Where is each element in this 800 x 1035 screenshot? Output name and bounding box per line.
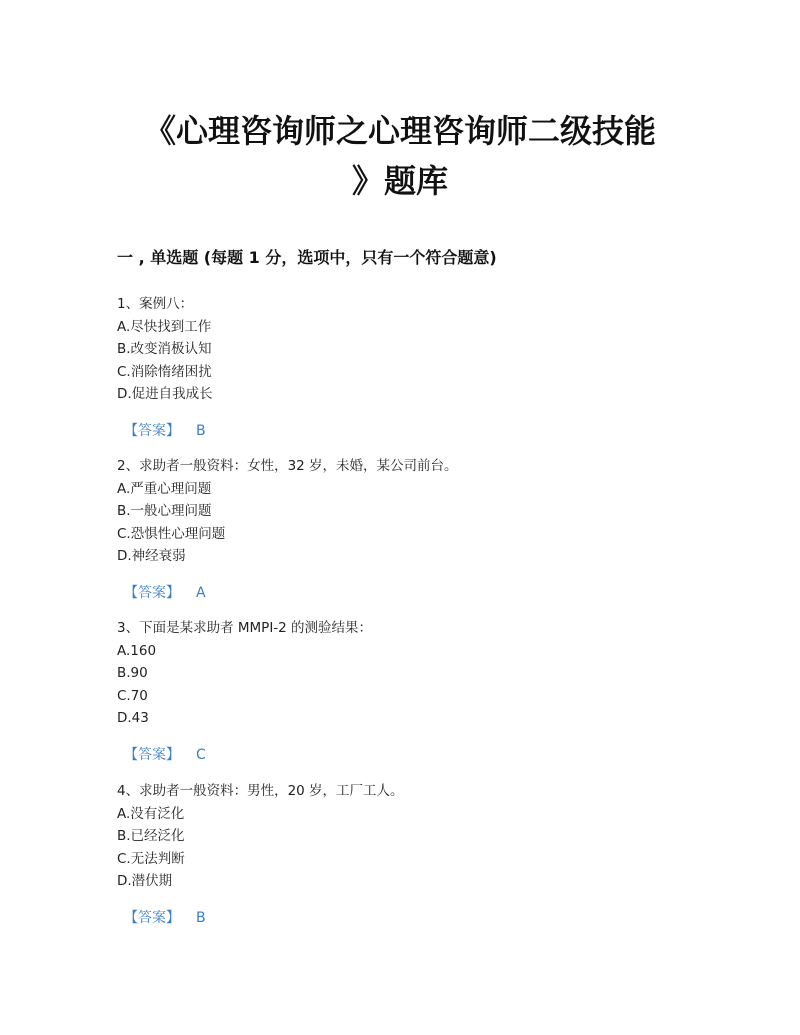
- option-b: B.改变消极认知: [117, 341, 212, 357]
- document-title: [100, 106, 700, 206]
- option-c: C.消除惰绪困扰: [117, 363, 212, 380]
- answer-line: [117, 744, 717, 766]
- option-d: D.潜伏期: [117, 873, 173, 889]
- option-c: C.无法判断: [117, 850, 185, 867]
- question-1: [117, 293, 717, 442]
- answer-line: [117, 907, 717, 929]
- option-b: B.已经泛化: [117, 828, 185, 844]
- option-a: A.严重心理问题: [117, 480, 212, 497]
- option-d: D.神经衰弱: [117, 548, 186, 564]
- answer-value: A: [196, 584, 206, 601]
- answer-line: [117, 582, 717, 604]
- question-text: 2、求助者一般资料：女性，32 岁，未婚，某公司前台。: [117, 458, 458, 474]
- option-a: A.160: [117, 642, 157, 659]
- answer-label: 【答案】: [124, 746, 180, 763]
- option-d: D.43: [117, 710, 149, 726]
- answer-value: B: [196, 422, 206, 439]
- option-b: B.一般心理问题: [117, 503, 212, 519]
- question-4: [117, 780, 717, 929]
- question-2: [117, 455, 717, 604]
- question-3: [117, 617, 717, 766]
- answer-value: C: [196, 746, 206, 763]
- option-a: A.没有泛化: [117, 805, 185, 822]
- answer-label: 【答案】: [124, 909, 180, 926]
- option-a: A.尽快找到工作: [117, 318, 212, 335]
- option-c: C.70: [117, 687, 148, 704]
- option-d: D.促进自我成长: [117, 386, 213, 402]
- answer-line: [117, 420, 717, 442]
- question-text: 4、求助者一般资料：男性，20 岁，工厂工人。: [117, 783, 404, 799]
- option-c: C.恐惧性心理问题: [117, 525, 226, 542]
- answer-label: 【答案】: [124, 584, 180, 601]
- question-text: 3、下面是某求助者 MMPI-2 的测验结果：: [117, 620, 373, 636]
- option-b: B.90: [117, 665, 148, 681]
- answer-label: 【答案】: [124, 422, 180, 439]
- answer-value: B: [196, 909, 206, 926]
- document-title-line-1: 《心理咨询师之心理咨询师二级技能: [143, 112, 656, 150]
- section-heading: 一 , 单选题 (每题 1 分，选项中，只有一个符合题意): [117, 248, 497, 267]
- document-title-line-2: 》题库: [351, 162, 448, 200]
- question-text: 1、案例八：: [117, 296, 194, 312]
